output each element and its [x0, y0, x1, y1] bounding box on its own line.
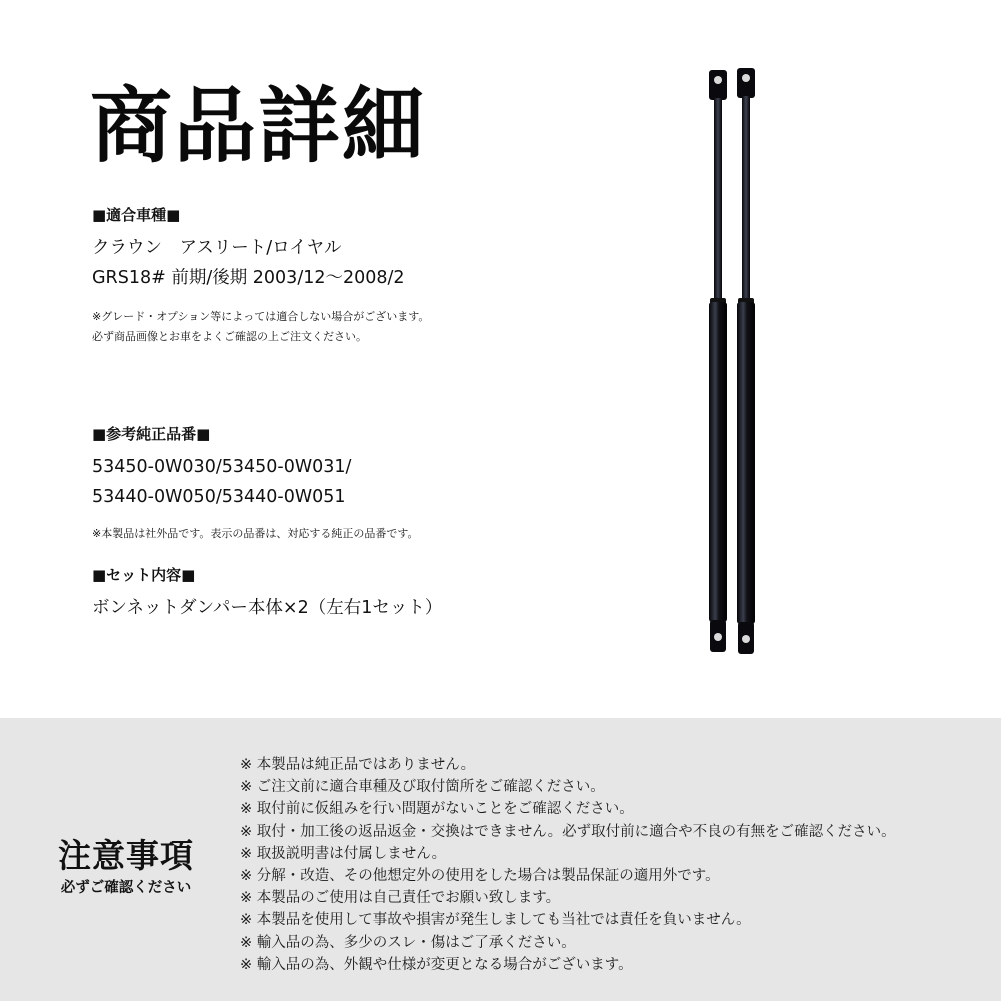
part-numbers-section [92, 423, 418, 544]
compatibility-section [92, 204, 429, 347]
part-number-line: 53440-0W050/53440-0W051 [92, 487, 346, 507]
part-numbers-heading: ■参考純正品番■ [92, 425, 211, 443]
notice-panel [0, 718, 1001, 1001]
notice-item: ※ 取付・加工後の返品返金・交換はできません。必ず取付前に適合や不良の有無をご確認ください。 [240, 823, 896, 840]
notice-list [240, 754, 896, 976]
set-contents-text: ボンネットダンパー本体×2（左右1セット） [92, 598, 443, 618]
notice-title: 注意事項 [58, 836, 194, 875]
notice-item: ※ 輸入品の為、外観や仕様が変更となる場合がございます。 [240, 956, 633, 973]
notice-item: ※ 本製品を使用して事故や損害が発生しましても当社では責任を負いません。 [240, 912, 751, 929]
compatibility-heading: ■適合車種■ [92, 206, 181, 224]
notice-item: ※ 分解・改造、その他想定外の使用をした場合は製品保証の適用外です。 [240, 868, 720, 885]
notice-item: ※ 輸入品の為、多少のスレ・傷はご了承ください。 [240, 934, 576, 951]
set-contents-section [92, 564, 442, 623]
set-contents-heading: ■セット内容■ [92, 566, 196, 584]
right-strut [737, 68, 755, 654]
notice-item: ※ 本製品は純正品ではありません。 [240, 757, 476, 773]
compatible-years: GRS18# 前期/後期 2003/12～2008/2 [92, 268, 405, 288]
notice-item: ※ 取付前に仮組みを行い問題がないことをご確認ください。 [240, 801, 634, 818]
part-numbers-note: ※本製品は社外品です。表示の品番は、対応する純正の品番です。 [92, 527, 419, 540]
compatibility-note: ※グレード・オプション等によっては適合しない場合がございます。 [92, 310, 430, 323]
notice-item: ※ 本製品のご使用は自己責任でお願い致します。 [240, 890, 561, 907]
notice-item: ※ ご注文前に適合車種及び取付箇所をご確認ください。 [240, 779, 605, 796]
notice-item: ※ 取扱説明書は付属しません。 [240, 845, 447, 862]
compatible-model: クラウン アスリート/ロイヤル [92, 238, 342, 258]
gas-strut-pair-image [700, 60, 772, 660]
page-title: 商品詳細 [90, 79, 427, 174]
notice-subtitle: 必ずご確認ください [60, 880, 192, 896]
compatibility-note: 必ず商品画像とお車をよくご確認の上ご注文ください。 [92, 330, 367, 343]
part-number-line: 53450-0W030/53450-0W031/ [92, 457, 352, 477]
left-strut [709, 70, 727, 652]
